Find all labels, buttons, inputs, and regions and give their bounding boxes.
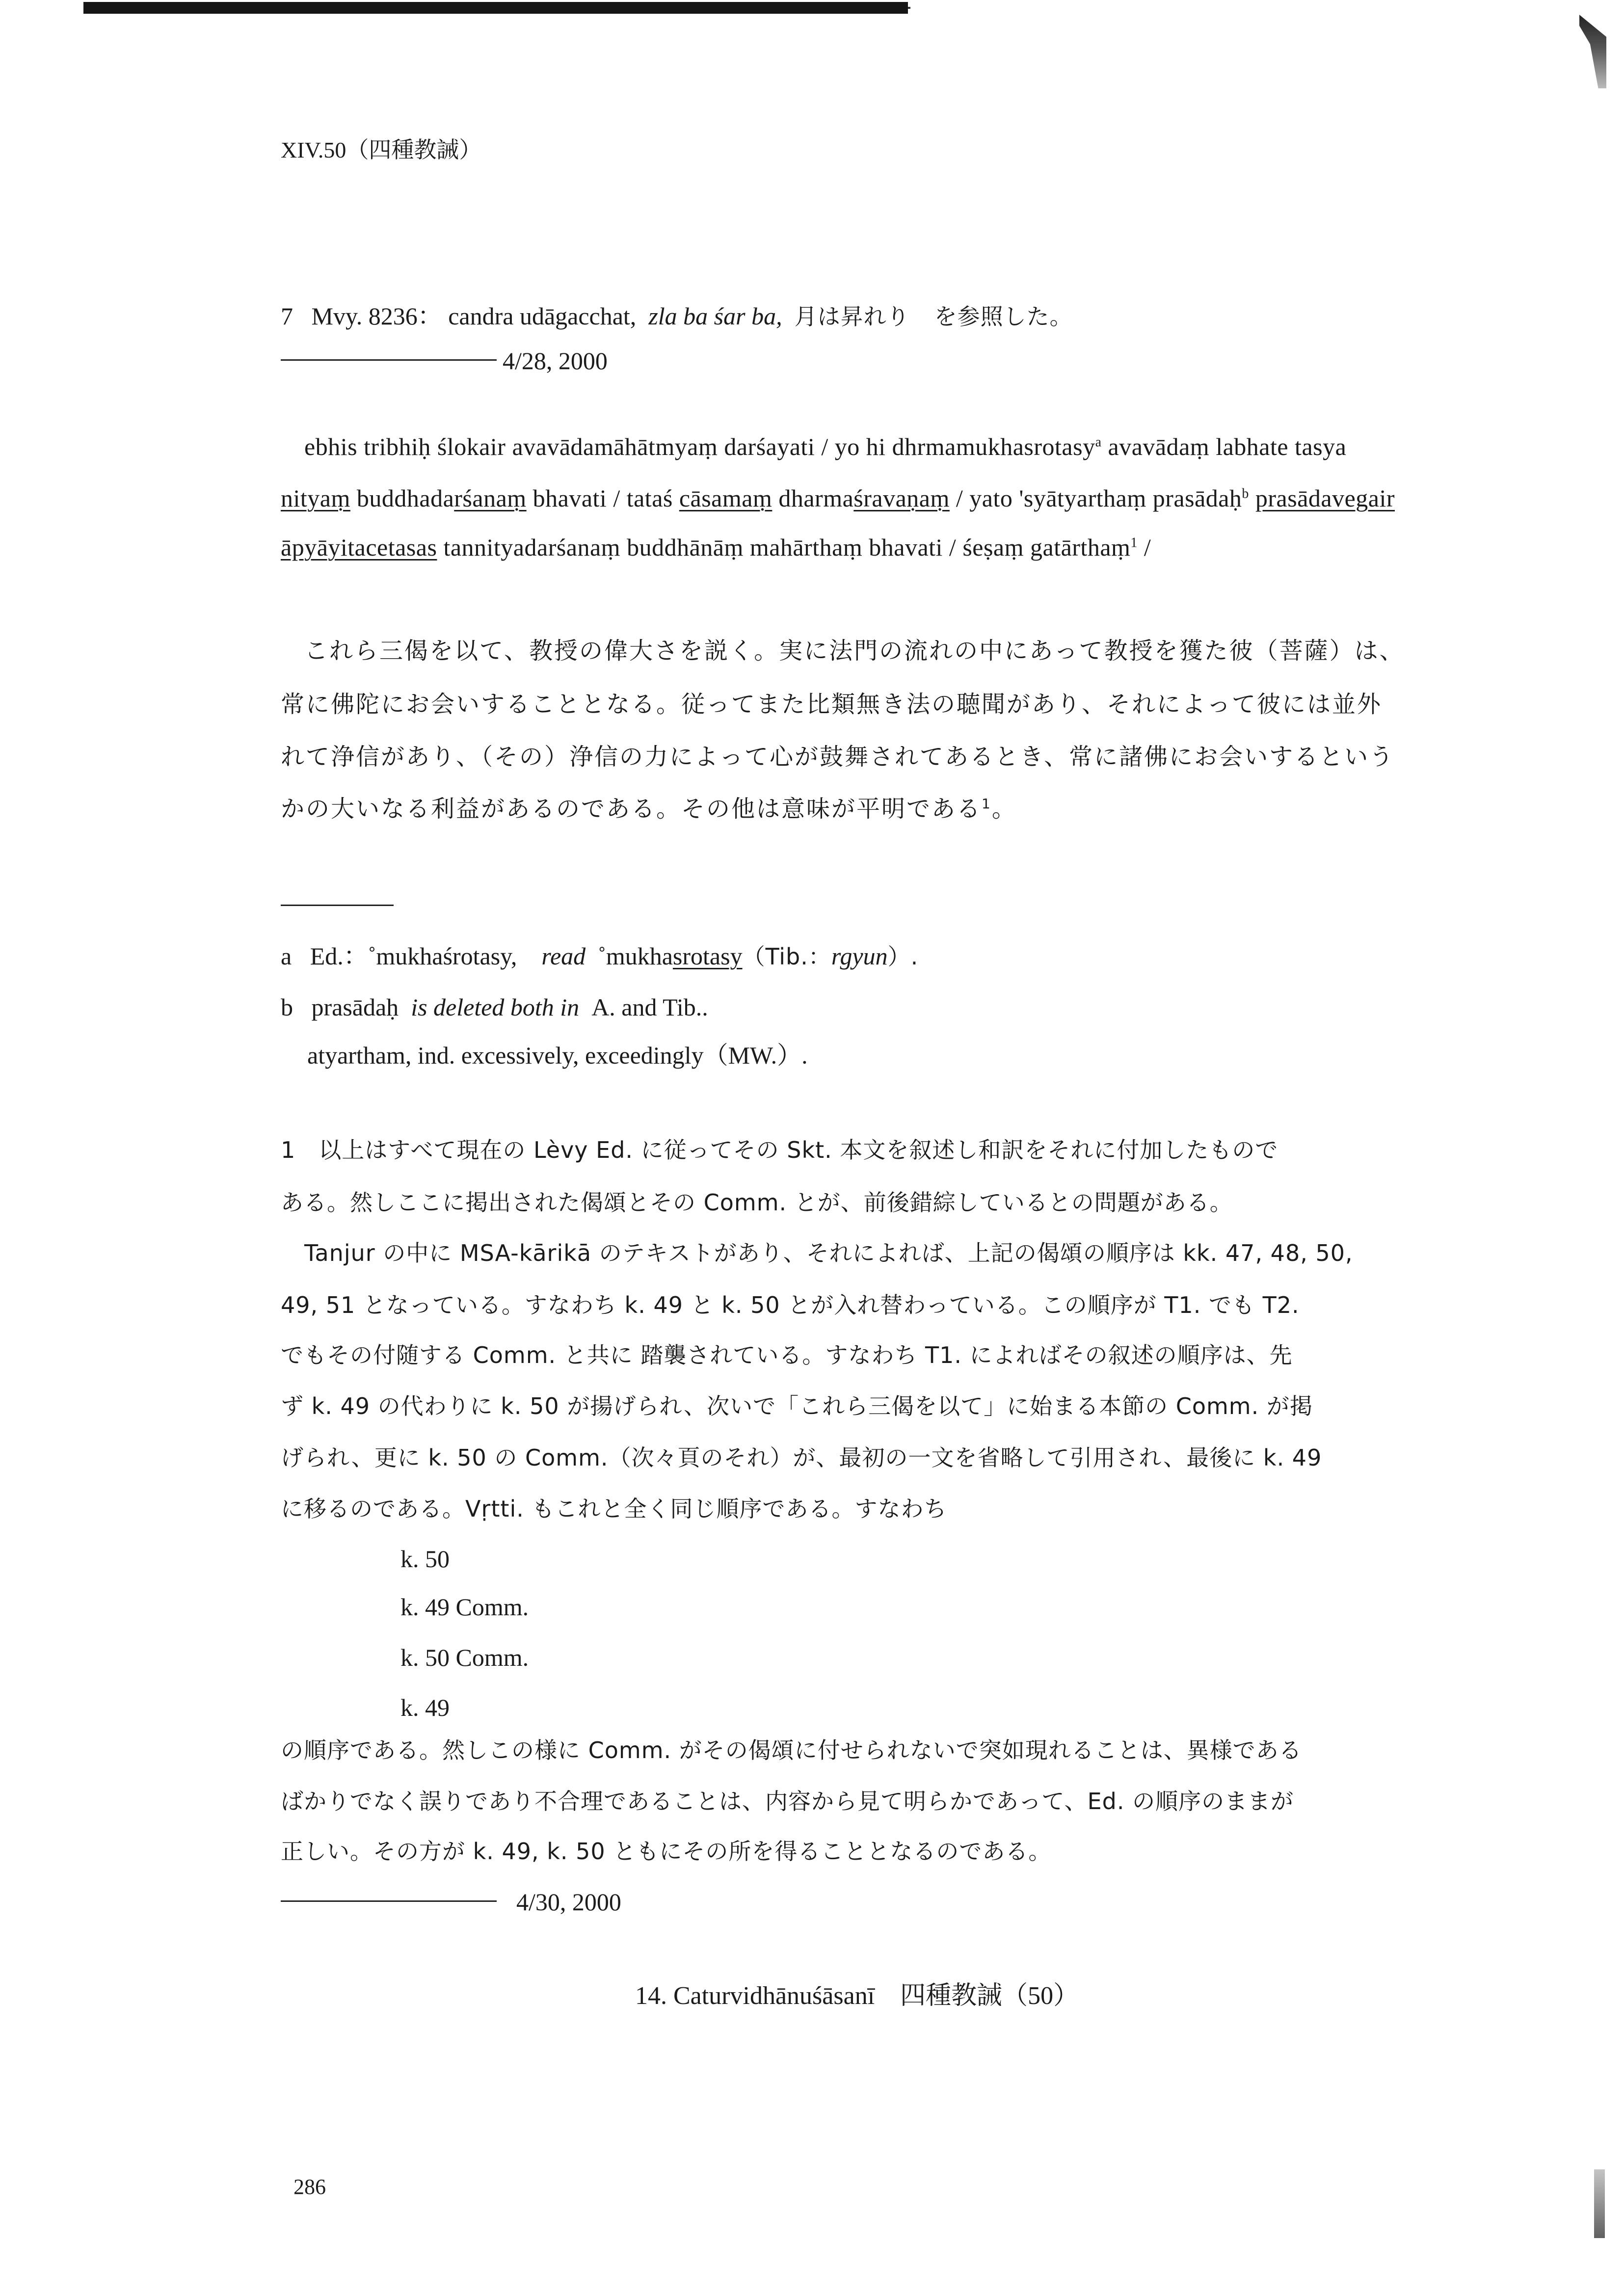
footnote-italic: is deleted both in [411,993,580,1021]
footnote-ref-a: a [1095,434,1102,450]
footnote-italic: rgyun [831,942,888,970]
sanskrit-line-1-end: avavādaṃ labhate tasya [1101,433,1347,460]
binding-shadow-top [1579,15,1606,88]
note-7-skt: candra udāgacchat, [448,302,637,330]
footnote-italic: read [541,942,586,970]
note-1-line-1: 1 以上はすべて現在の Lèvy Ed. に従ってその Skt. 本文を叙述し和訳をそれに付加したもので [281,1137,1278,1163]
note-1-line-5: でもその付随する Comm. と共に 踏襲されている。すなわち T1. によればその叙述の順序は、先 [281,1342,1293,1368]
footnote-a [281,941,918,971]
order-item: k. 49 [400,1694,450,1721]
footnote-text: A. and Tib.. [591,993,708,1021]
page-number: 286 [293,2175,326,2199]
top-scan-bar [83,2,908,14]
order-item: k. 50 [400,1545,450,1573]
translation-line-3: れて浄信があり、（その）浄信の力によって心が鼓舞されてあるとき、常に諸佛にお会いするという [281,743,1395,771]
translation-line-2: 常に佛陀にお会いすることとなる。従ってまた比類無き法の聴聞があり、それによって彼には並外 [281,691,1383,718]
translation-line-1: これら三偈を以て、教授の偉大さを説く。実に法門の流れの中にあって教授を獲た彼（菩薩）は、 [304,637,1405,665]
footnote-b [281,992,708,1022]
footnote-label: a [281,942,292,970]
order-item: k. 49 Comm. [400,1593,529,1621]
footnote-text: ˚mukha [598,942,673,970]
sanskrit-text: tannityadarśanaṃ buddhānāṃ mahārthaṃ bhavati / śeṣaṃ gatārthaṃ [437,534,1131,561]
sanskrit-space [1249,484,1255,512]
note-7-ref: Mvy. 8236： [311,302,442,330]
sanskrit-text: buddhada [350,484,454,512]
underlined-term: srotasy [672,942,743,970]
date-rule-2 [281,1900,497,1902]
footnote-ref-1: 1 [1130,535,1138,551]
note-1-line-3: Tanjur の中に MSA-kārikā のテキストがあり、それによれば、上記の偈頌の順序は kk. 47, 48, 50, [304,1240,1353,1266]
underlined-term: rśanaṃ [454,484,527,512]
sanskrit-text: dharma [772,484,854,512]
footnote-c: atyartham, ind. excessively, exceedingly（MW.）. [307,1041,808,1069]
sanskrit-line-2 [281,483,1395,513]
note-1-line-9: の順序である。然しこの様に Comm. がその偈頌に付せられないで突如現れることは、異様である [281,1737,1302,1763]
footnote-text: Ed.：˚mukhaśrotasy, [310,942,517,970]
underlined-term: āpyāyitacetasas [281,534,437,561]
translation-line-4 [281,794,1017,824]
note-7 [281,301,1073,331]
sanskrit-text: bhavati / tataś [526,484,679,512]
note-1-line-2: ある。然しここに掲出された偈頌とその Comm. とが、前後錯綜しているとの問題がある。 [281,1189,1233,1216]
top-scan-bar-tail [908,7,910,9]
underlined-term: cāsamaṃ [679,484,772,512]
note-1-line-8: に移るのである。Vṛtti. もこれと全く同じ順序である。すなわち [281,1495,947,1522]
note-1-line-6: ず k. 49 の代わりに k. 50 が揚げられ、次いで「これら三偈を以て」に始まる本節の Comm. が掲 [281,1393,1313,1419]
translation-line-4-text: かの大いなる利益があるのである。その他は意味が平明である [281,795,982,823]
note-7-tib: zla ba śar ba, [648,302,782,330]
sanskrit-line-1-text: ebhis tribhiḥ ślokair avavādamāhātmyaṃ darśayati / yo hi dhrmamukhasrotasy [304,433,1095,460]
translation-line-4-end: 。 [991,795,1017,823]
date-rule-1 [281,359,497,361]
note-1-line-7: げられ、更に k. 50 の Comm.（次々頁のそれ）が、最初の一文を省略して引用され、最後に k. 49 [281,1444,1322,1471]
note-1-line-4: 49, 51 となっている。すなわち k. 49 と k. 50 とが入れ替わっている。この順序が T1. でも T2. [281,1292,1300,1318]
sanskrit-text: / yato 'syātyarthaṃ prasādaḥ [949,484,1242,512]
note-1-date: 4/30, 2000 [516,1888,621,1916]
note-1-line-11: 正しい。その方が k. 49, k. 50 ともにその所を得ることとなるのである。 [281,1838,1052,1865]
binding-shadow-bottom [1594,2169,1605,2238]
footnote-text: ）. [887,943,919,970]
note-7-tail: を参照した。 [934,303,1073,330]
note-1-line-10: ばかりでなく誤りであり不合理であることは、内容から見て明らかであって、Ed. の順序のままが [281,1788,1294,1815]
running-title: XIV.50（四種教誡） [281,137,482,162]
sanskrit-line-1 [304,432,1346,461]
sanskrit-text: / [1137,534,1151,561]
footnote-separator [281,905,394,906]
sanskrit-line-3 [281,533,1151,562]
note-7-gloss: 月は昇れり [794,303,910,330]
footnote-label: b [281,993,293,1021]
footnote-text: （Tib.： [742,943,831,970]
footnote-ref-1: 1 [982,796,992,812]
note-7-number: 7 [281,302,293,330]
section-heading: 14. Caturvidhānuśāsanī 四種教誡（50） [635,1982,1079,2010]
underlined-term: nityaṃ [281,484,350,512]
footnote-text: prasādaḥ [311,993,399,1021]
underlined-term: prasādavegair [1255,484,1395,512]
underlined-term: śravaṇaṃ [853,484,950,512]
order-item: k. 50 Comm. [400,1644,529,1671]
note-7-date: 4/28, 2000 [503,347,608,374]
footnote-ref-b: b [1242,486,1249,502]
